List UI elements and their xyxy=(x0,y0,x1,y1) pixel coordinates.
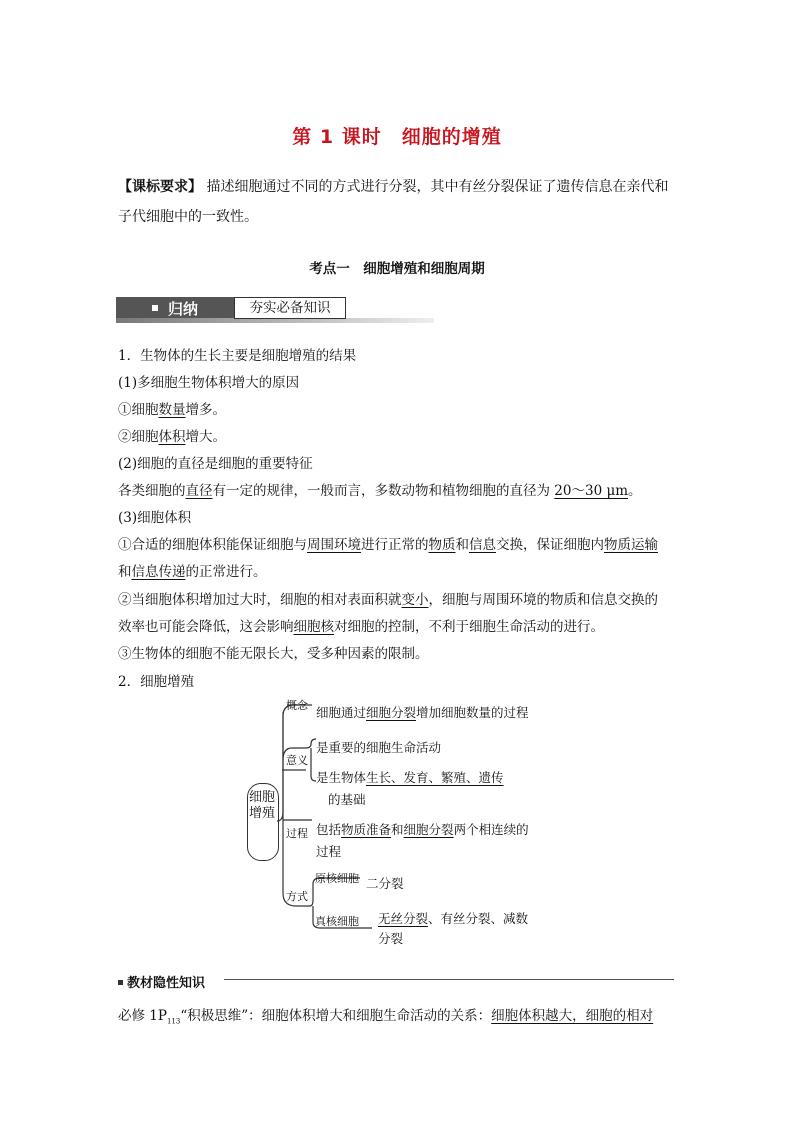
content-line: (2)细胞的直径是细胞的重要特征 xyxy=(118,456,313,472)
hidden-knowledge-title: 教材隐性知识 xyxy=(118,972,205,991)
mindmap-concept: 细胞通过细胞分裂增加细胞数量的过程 xyxy=(316,705,529,720)
content-line: 1．生物体的生长主要是细胞增殖的结果 xyxy=(118,348,357,364)
content-line: 各类细胞的直径有一定的规律，一般而言，多数动物和植物细胞的直径为 20～30 μm。 xyxy=(118,483,642,499)
mindmap-meaning-3: 的基础 xyxy=(328,792,366,807)
content-line: 和信息传递的正常进行。 xyxy=(118,564,267,580)
banner-label: 归纳 xyxy=(168,300,199,318)
mindmap-label-meaning: 意义 xyxy=(286,754,308,767)
banner-box-label: 夯实必备知识 xyxy=(234,297,346,319)
content-line: 效率也可能会降低，这会影响细胞核对细胞的控制，不利于细胞生命活动的进行。 xyxy=(118,619,604,635)
content-line: (1)多细胞生物体积增大的原因 xyxy=(118,375,300,391)
requirement-tag: 【课标要求】 xyxy=(118,179,202,195)
mindmap-meaning-1: 是重要的细胞生命活动 xyxy=(316,740,442,755)
mindmap-prokaryote-value: 二分裂 xyxy=(366,876,404,891)
mindmap-label-mode: 方式 xyxy=(286,890,308,903)
content-line: ①合适的细胞体积能保证细胞与周围环境进行正常的物质和信息交换，保证细胞内物质运输 xyxy=(118,537,658,553)
content-line: ②当细胞体积增加过大时，细胞的相对表面积就变小，细胞与周围环境的物质和信息交换的 xyxy=(118,592,658,608)
mindmap-process-2: 过程 xyxy=(316,844,342,859)
mindmap-meaning-2: 是生物体生长、发育、繁殖、遗传 xyxy=(316,770,504,785)
divider-line xyxy=(224,979,674,980)
mindmap-label-eukaryote: 真核细胞 xyxy=(315,915,359,928)
square-bullet-icon xyxy=(118,980,123,985)
content-line: 2．细胞增殖 xyxy=(118,674,195,690)
content-line: ①细胞数量增多。 xyxy=(118,402,226,418)
content-line: ③生物体的细胞不能无限长大，受多种因素的限制。 xyxy=(118,646,429,662)
requirement-text: 描述细胞通过不同的方式进行分裂，其中有丝分裂保证了遗传信息在亲代和子代细胞中的一致性。 xyxy=(118,179,669,225)
mindmap-label-process: 过程 xyxy=(286,827,308,840)
mindmap-label-concept: 概念 xyxy=(286,699,308,712)
mindmap-eukaryote-value: 无丝分裂、有丝分裂、减数 xyxy=(378,911,529,926)
content-line: ②细胞体积增大。 xyxy=(118,429,226,445)
page-title: 第 1 课时 细胞的增殖 xyxy=(292,126,502,148)
mindmap-eukaryote-value-2: 分裂 xyxy=(378,931,404,946)
mindmap-process: 包括物质准备和细胞分裂两个相连续的 xyxy=(316,822,529,837)
content-line: (3)细胞体积 xyxy=(118,510,192,526)
hidden-knowledge-text: 必修 $1P_{113}“$积极思维”：细胞体积增大和细胞生命活动的关系：细胞体积越大，细胞的相对 xyxy=(118,1008,654,1026)
mindmap-label-prokaryote: 原核细胞 xyxy=(315,872,359,885)
section-title: 考点一 细胞增殖和细胞周期 xyxy=(309,261,485,277)
mindmap-center: 细胞增殖 xyxy=(248,790,275,821)
